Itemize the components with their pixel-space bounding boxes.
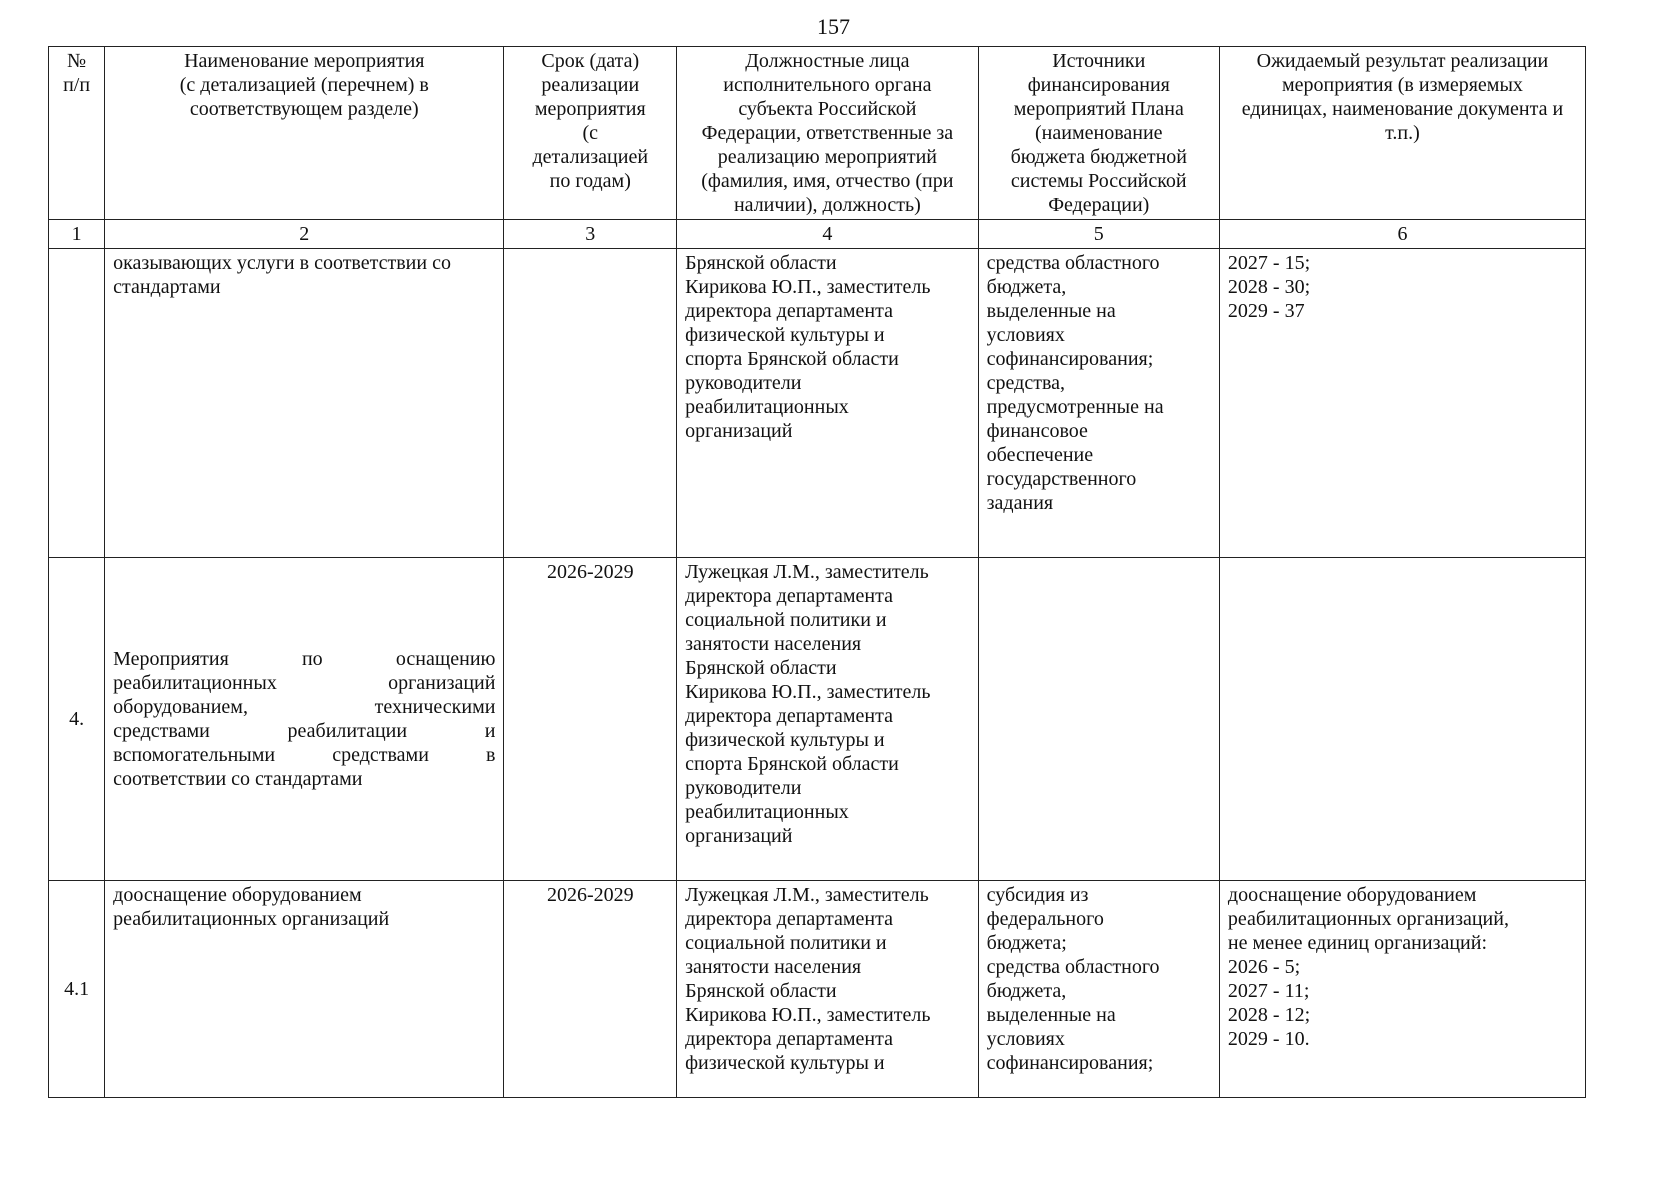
event-name-text: [113, 647, 495, 791]
column-number: 3: [504, 220, 677, 249]
text-line: системы Российской: [1010, 170, 1187, 192]
text-line: реализацию мероприятий: [717, 146, 938, 168]
text-line: 2028 - 12;: [1227, 1004, 1311, 1026]
expected-result-cell: [1219, 558, 1585, 881]
text-line: (фамилия, имя, отчество (при: [701, 170, 954, 192]
text-line: средства,: [986, 372, 1065, 394]
text-line: Должностные лица: [745, 50, 910, 72]
text-line: реабилитационных: [685, 396, 849, 418]
text-line: Брянской области: [685, 980, 837, 1002]
text-line: директора департамента: [685, 908, 893, 930]
text-line: Брянской области: [685, 657, 837, 679]
text-line: Кирикова Ю.П., заместитель: [685, 681, 931, 703]
text-line: 2026 - 5;: [1227, 956, 1301, 978]
officials-cell: [677, 558, 979, 881]
text-line: задания: [986, 492, 1054, 514]
expected-result-cell: [1219, 249, 1585, 558]
text-line: Наименование мероприятия: [184, 50, 425, 72]
text-line: спорта Брянской области: [685, 348, 899, 370]
text-line: не менее единиц организаций:: [1227, 932, 1488, 954]
text-line: занятости населения: [685, 633, 862, 655]
text-line: обеспечение: [986, 444, 1094, 466]
text-line: выделенные на: [986, 1004, 1116, 1026]
text-line: финансирования: [1027, 74, 1170, 96]
event-name-cell: [105, 249, 504, 558]
text-line: Кирикова Ю.П., заместитель: [685, 1004, 931, 1026]
text-line: соответствии со стандартами: [113, 768, 363, 790]
table-header-row: [49, 47, 1586, 220]
text-line: реабилитационных: [685, 801, 849, 823]
text-line: бюджета бюджетной: [1010, 146, 1187, 168]
term-cell: 2026-2029: [504, 558, 677, 881]
text-line: реабилитационных организаций: [113, 672, 496, 694]
text-line: мероприятий Плана: [1013, 98, 1184, 120]
text-line: 2029 - 10.: [1227, 1028, 1310, 1050]
text-line: физической культуры и: [685, 1052, 885, 1074]
text-line: (с: [582, 122, 599, 144]
text-line: занятости населения: [685, 956, 862, 978]
text-line: руководители: [685, 777, 802, 799]
text-line: 2028 - 30;: [1227, 276, 1311, 298]
text-line: 2027 - 15;: [1227, 252, 1311, 274]
text-line: физической культуры и: [685, 729, 885, 751]
text-line: (с детализацией (перечнем) в: [179, 74, 429, 96]
text-line: 2027 - 11;: [1227, 980, 1310, 1002]
row-number: 4.: [49, 558, 105, 881]
text-line: спорта Брянской области: [685, 753, 899, 775]
text-line: условиях: [986, 324, 1065, 346]
text-line: реализации: [541, 74, 640, 96]
text-line: предусмотренные на: [986, 396, 1164, 418]
header-term: [504, 47, 677, 220]
text-line: государственного: [986, 468, 1137, 490]
column-number: 5: [978, 220, 1219, 249]
expected-result-cell: [1219, 881, 1585, 1098]
header-expected-result: [1219, 47, 1585, 220]
term-cell: 2026-2029: [504, 881, 677, 1098]
text-line: социальной политики и: [685, 609, 887, 631]
row-number: 4.1: [49, 881, 105, 1098]
text-line: дооснащение оборудованием: [1227, 884, 1477, 906]
table-row: [49, 249, 1586, 558]
text-line: бюджета;: [986, 932, 1067, 954]
text-line: реабилитационных организаций,: [1227, 908, 1509, 930]
text-line: мероприятия: [534, 98, 646, 120]
row-number: [49, 249, 105, 558]
text-line: оказывающих услуги в соответствии со: [113, 252, 451, 274]
text-line: социальной политики и: [685, 932, 887, 954]
text-line: условиях: [986, 1028, 1065, 1050]
text-line: руководители: [685, 372, 802, 394]
text-line: мероприятия (в измеряемых: [1281, 74, 1523, 96]
header-event-name: [105, 47, 504, 220]
header-number: № п/п: [49, 47, 105, 220]
text-line: бюджета,: [986, 276, 1067, 298]
text-line: Мероприятия по оснащению: [113, 648, 496, 670]
text-line: Лужецкая Л.М., заместитель: [685, 884, 929, 906]
text-line: Федерации): [1048, 194, 1150, 216]
page-number: 157: [817, 14, 850, 39]
text-line: субсидия из: [986, 884, 1089, 906]
column-number: 2: [105, 220, 504, 249]
plan-table: [48, 46, 1586, 1098]
text-line: вспомогательными средствами в: [113, 744, 496, 766]
text-line: Ожидаемый результат реализации: [1256, 50, 1549, 72]
text-line: средства областного: [986, 956, 1160, 978]
officials-cell: [677, 249, 979, 558]
text-line: реабилитационных организаций: [113, 908, 390, 930]
text-line: директора департамента: [685, 1028, 893, 1050]
column-number: 6: [1219, 220, 1585, 249]
text-line: 2029 - 37: [1227, 300, 1305, 322]
text-line: т.п.): [1385, 122, 1420, 144]
officials-cell: [677, 881, 979, 1098]
text-line: бюджета,: [986, 980, 1067, 1002]
text-line: дооснащение оборудованием: [113, 884, 362, 906]
text-line: софинансирования;: [986, 1052, 1154, 1074]
term-cell: [504, 249, 677, 558]
funding-sources-cell: [978, 558, 1219, 881]
text-line: наличии), должность): [733, 194, 921, 216]
funding-sources-cell: [978, 881, 1219, 1098]
text-line: Брянской области: [685, 252, 837, 274]
text-line: единицах, наименование документа и: [1241, 98, 1564, 120]
text-line: директора департамента: [685, 585, 893, 607]
text-line: Кирикова Ю.П., заместитель: [685, 276, 931, 298]
text-line: Источники: [1052, 50, 1146, 72]
text-line: организаций: [685, 825, 793, 847]
text-line: директора департамента: [685, 705, 893, 727]
text-line: детализацией: [532, 146, 649, 168]
text-line: соответствующем разделе): [189, 98, 419, 120]
text-line: Срок (дата): [541, 50, 640, 72]
column-number: 1: [49, 220, 105, 249]
header-funding-sources: [978, 47, 1219, 220]
text-line: стандартами: [113, 276, 221, 298]
table-row: [49, 881, 1586, 1098]
text-line: финансовое: [986, 420, 1088, 442]
column-number-row: [49, 220, 1586, 249]
column-number: 4: [677, 220, 979, 249]
header-officials: [677, 47, 979, 220]
event-name-cell: [105, 558, 504, 881]
text-line: средства областного: [986, 252, 1160, 274]
table-row: [49, 558, 1586, 881]
text-line: физической культуры и: [685, 324, 885, 346]
text-line: средствами реабилитации и: [113, 720, 496, 742]
text-line: федерального: [986, 908, 1104, 930]
funding-sources-cell: [978, 249, 1219, 558]
text-line: директора департамента: [685, 300, 893, 322]
text-line: Федерации, ответственные за: [701, 122, 954, 144]
text-line: (наименование: [1035, 122, 1163, 144]
text-line: организаций: [685, 420, 793, 442]
event-name-cell: [105, 881, 504, 1098]
text-line: по годам): [549, 170, 631, 192]
text-line: софинансирования;: [986, 348, 1154, 370]
text-line: субъекта Российской: [738, 98, 917, 120]
text-line: Лужецкая Л.М., заместитель: [685, 561, 929, 583]
text-line: выделенные на: [986, 300, 1116, 322]
text-line: исполнительного органа: [723, 74, 932, 96]
text-line: оборудованием, техническими: [113, 696, 496, 718]
